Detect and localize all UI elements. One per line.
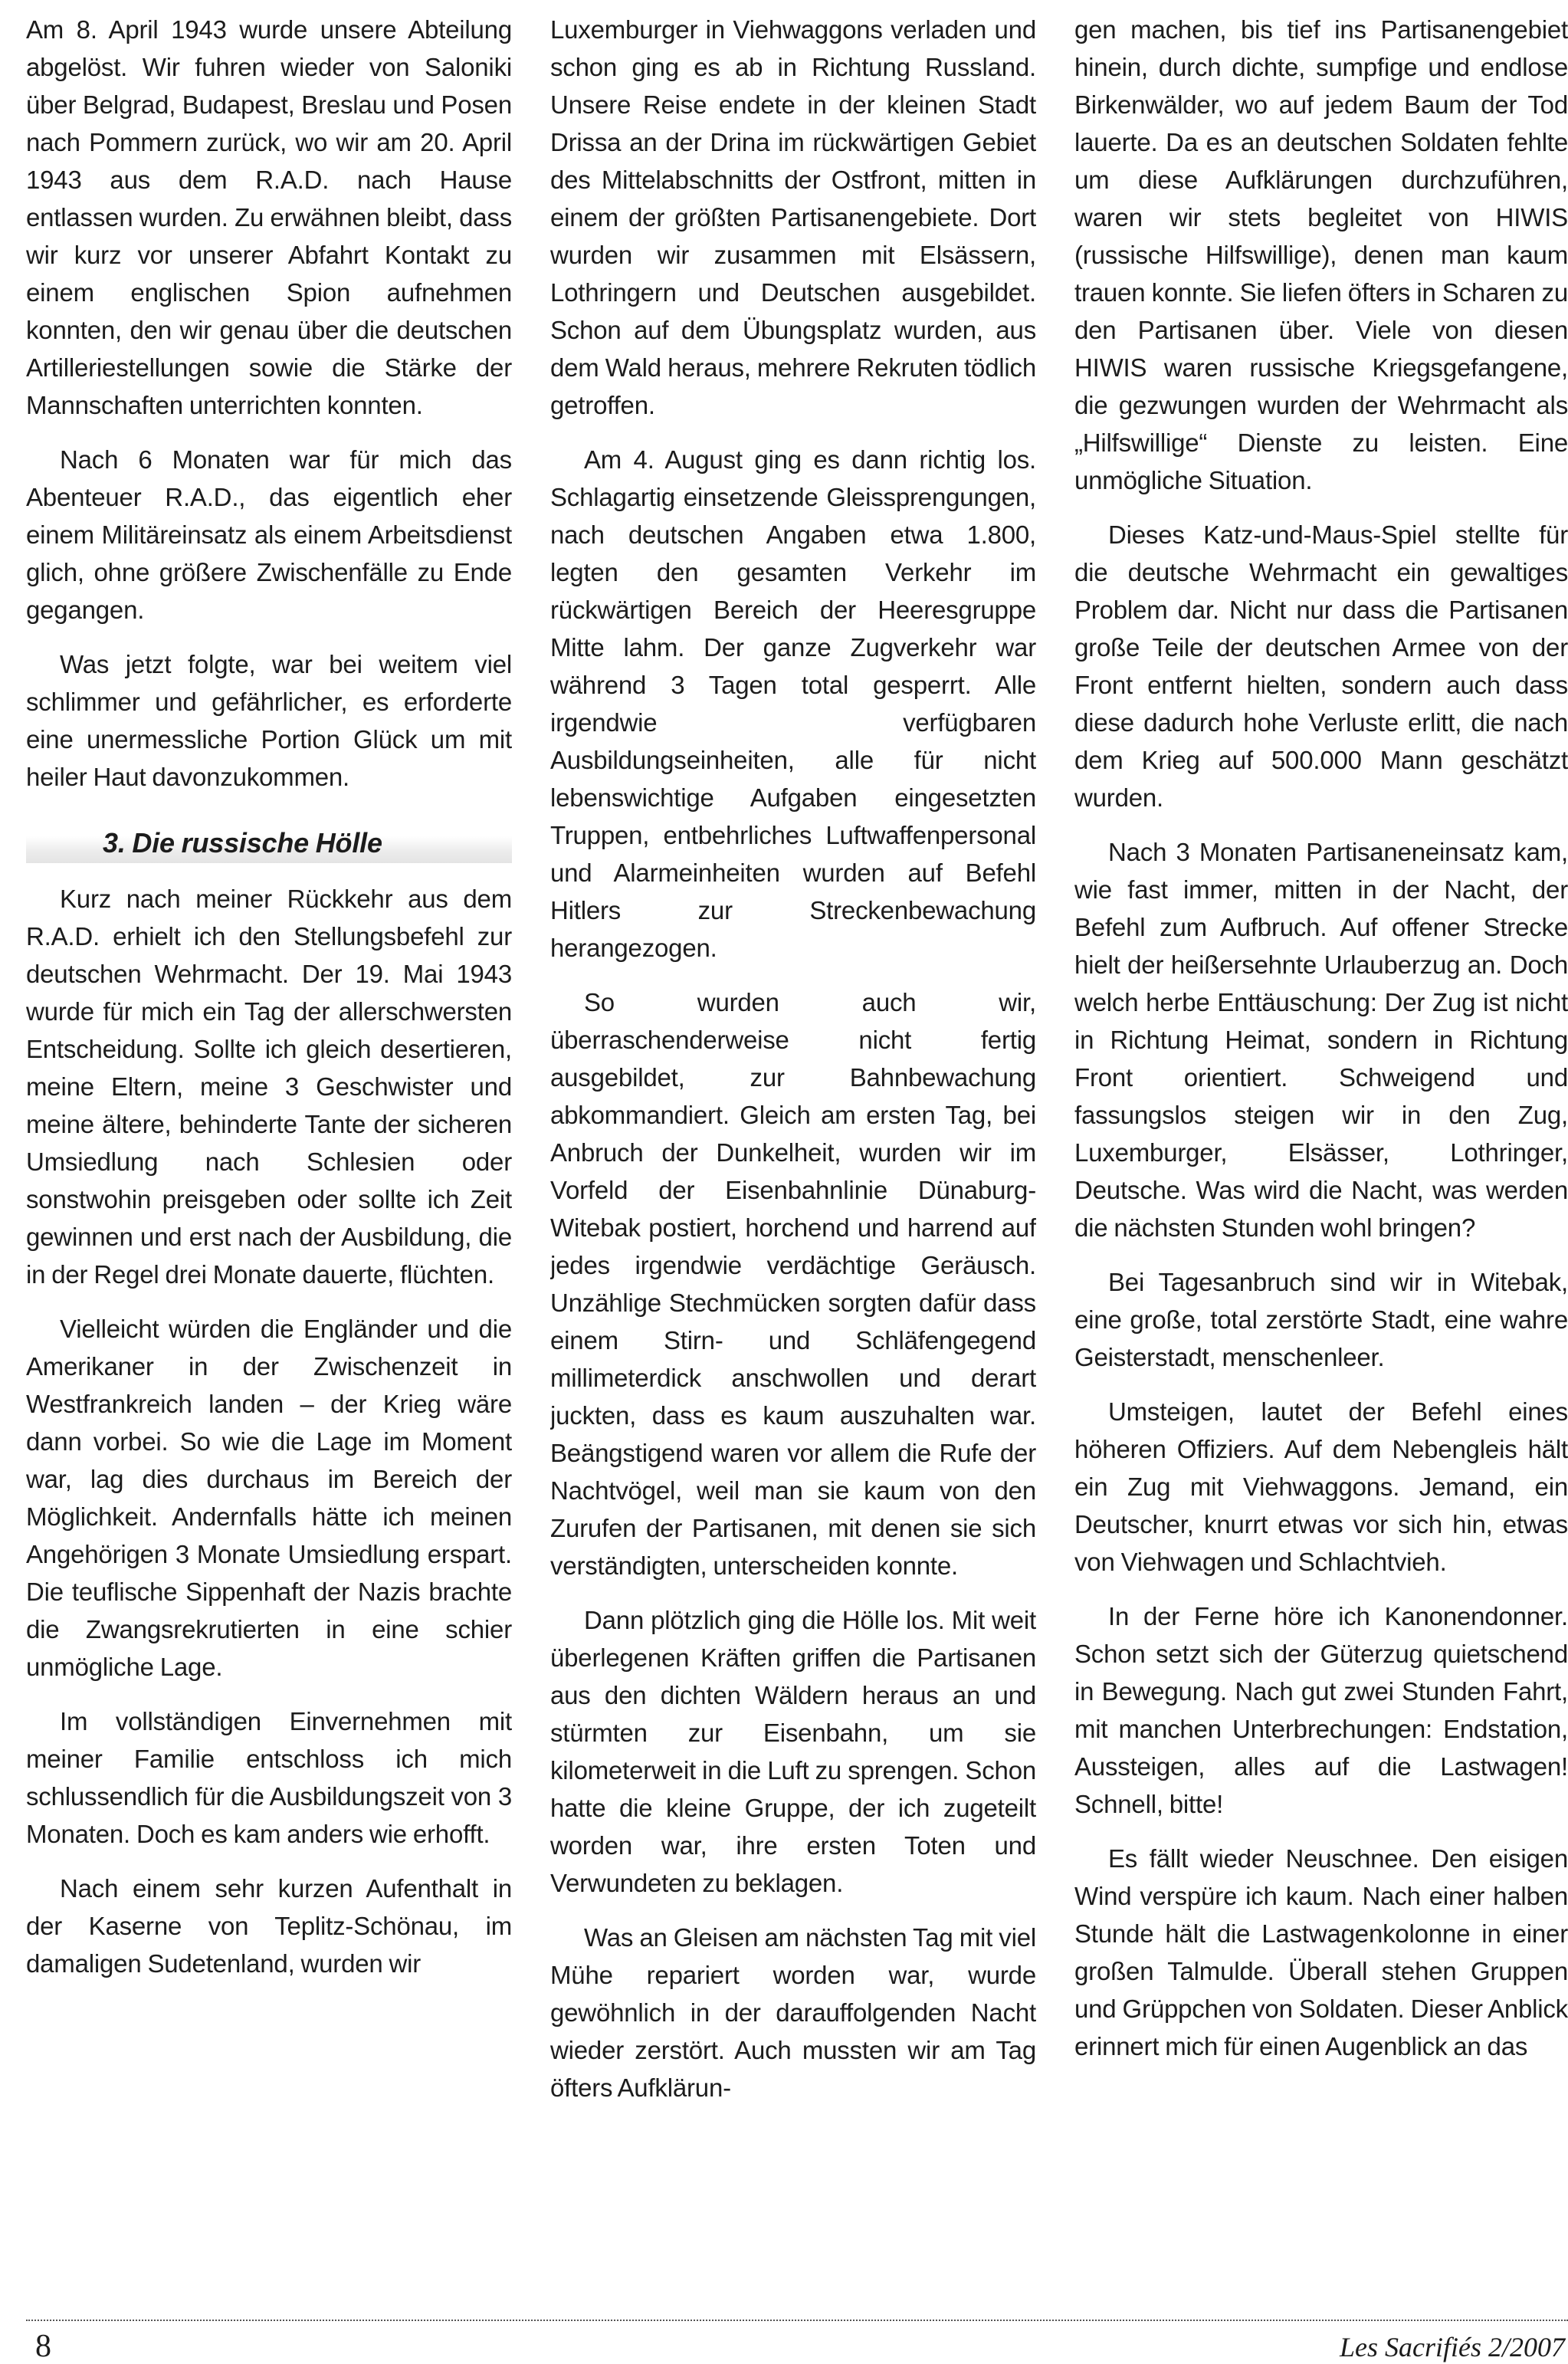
- paragraph: Dann plötzlich ging die Hölle los. Mit weit überlegenen Kräften griffen die Partisanen aus den dichten Wäldern heraus an und stürmten zur Eisenbahn, um sie kilometerweit in die Luft zu sprengen. Schon hatte die kleine Gruppe, der ich zugeteilt worden war, ihre ersten Toten und Verwundeten zu beklagen.: [550, 1606, 1036, 1897]
- paragraph: Bei Tagesanbruch sind wir in Witebak, eine große, total zerstörte Stadt, eine wahre Geisterstadt, menschenleer.: [1074, 1268, 1568, 1371]
- paragraph: Nach 3 Monaten Partisaneneinsatz kam, wie fast immer, mitten in der Nacht, der Befehl zum Aufbruch. Auf offener Strecke hielt der heißersehnte Urlauberzug an. Doch welch herbe Enttäuschung: Der Zug ist nicht in Richtung Heimat, sondern in Richtung Front orientiert. Schweigend und fassungslos steigen wir in den Zug, Luxemburger, Elsässer, Lothringer, Deutsche. Was wird die Nacht, was werden die nächsten Stunden wohl bringen?: [1074, 838, 1568, 1242]
- paragraph: Am 8. April 1943 wurde unsere Abteilung abgelöst. Wir fuhren wieder von Saloniki über Belgrad, Budapest, Breslau und Posen nach Pommern zurück, wo wir am 20. April 1943 aus dem R.A.D. nach Hause entlassen wurden. Zu erwähnen bleibt, dass wir kurz vor unserer Abfahrt Kontakt zu einem englischen Spion aufnehmen konnten, den wir genau über die deutschen Artilleriestellungen sowie die Stärke der Mannschaften unterrichten konnten.: [26, 15, 512, 419]
- paragraph: In der Ferne höre ich Kanonendonner. Schon setzt sich der Güterzug quietschend in Bewegung. Nach gut zwei Stunden Fahrt, mit manchen Unterbrechungen: Endstation, Aussteigen, alles auf die Lastwagen! Schnell, bitte!: [1074, 1602, 1568, 1818]
- section-heading: 3. Die russische Hölle: [26, 825, 512, 863]
- article-column-2: [550, 11, 1036, 2295]
- paragraph: Was an Gleisen am nächsten Tag mit viel Mühe repariert worden war, wurde gewöhnlich in der darauffolgenden Nacht wieder zerstört. Auch mussten wir am Tag öfters Aufklärun-: [550, 1923, 1036, 2102]
- paragraph: Im vollständigen Einvernehmen mit meiner Familie entschloss ich mich schlussendlich für die Ausbildungszeit von 3 Monaten. Doch es kam anders wie erhofft.: [26, 1707, 512, 1848]
- paragraph: Dieses Katz-und-Maus-Spiel stellte für die deutsche Wehrmacht ein gewaltiges Problem dar. Nicht nur dass die Partisanen große Teile der deutschen Armee von der Front entfernt hielten, sondern auch dass diese dadurch hohe Verluste erlitt, die nach dem Krieg auf 500.000 Mann geschätzt wurden.: [1074, 520, 1568, 812]
- paragraph: Was jetzt folgte, war bei weitem viel schlimmer und gefährlicher, es erforderte eine unermessliche Portion Glück um mit heiler Haut davonzukommen.: [26, 650, 512, 791]
- paragraph: Am 4. August ging es dann richtig los. Schlagartig einsetzende Gleissprengungen, nach deutschen Angaben etwa 1.800, legten den gesamten Verkehr im rückwärtigen Bereich der Heeresgruppe Mitte lahm. Der ganze Zugverkehr war während 3 Tagen total gesperrt. Alle irgendwie verfügbaren Ausbildungseinheiten, alle für nicht lebenswichtige Aufgaben eingesetzten Truppen, entbehrliches Luftwaffenpersonal und Alarmeinheiten wurden auf Befehl Hitlers zur Streckenbewachung herangezogen.: [550, 445, 1036, 962]
- paragraph: Luxemburger in Viehwaggons verladen und schon ging es ab in Richtung Russland. Unsere Reise endete in der kleinen Stadt Drissa an der Drina im rückwärtigen Gebiet des Mittelabschnitts der Ostfront, mitten in einem der größten Partisanengebiete. Dort wurden wir zusammen mit Elsässern, Lothringern und Deutschen ausgebildet. Schon auf dem Übungsplatz wurden, aus dem Wald heraus, mehrere Rekruten tödlich getroffen.: [550, 15, 1036, 419]
- article-column-1: [26, 11, 512, 2295]
- paragraph: Vielleicht würden die Engländer und die Amerikaner in der Zwischenzeit in Westfrankreich landen – der Krieg wäre dann vorbei. So wie die Lage im Moment war, lag dies durchaus im Bereich der Möglichkeit. Andernfalls hätte ich meinen Angehörigen 3 Monate Umsiedlung erspart. Die teuflische Sippenhaft der Nazis brachte die Zwangsrekrutierten in eine schier unmögliche Lage.: [26, 1315, 512, 1681]
- article-column-3: [1074, 11, 1568, 2295]
- paragraph: gen machen, bis tief ins Partisanengebiet hinein, durch dichte, sumpfige und endlose Birkenwälder, wo auf jedem Baum der Tod lauerte. Da es an deutschen Soldaten fehlte um diese Aufklärungen durchzuführen, waren wir stets begleitet von HIWIS (russische Hilfswillige), denen man kaum trauen konnte. Sie liefen öfters in Scharen zu den Partisanen über. Viele von diesen HIWIS waren russische Kriegsgefangene, die gezwungen wurden der Wehrmacht als „Hilfswillige“ Dienste zu leisten. Eine unmögliche Situation.: [1074, 15, 1568, 494]
- paragraph: Umsteigen, lautet der Befehl eines höheren Offiziers. Auf dem Nebengleis hält ein Zug mit Viehwaggons. Jemand, ein Deutscher, knurrt etwas vor sich hin, etwas von Viehwagen und Schlachtvieh.: [1074, 1397, 1568, 1576]
- paragraph: Nach einem sehr kurzen Aufenthalt in der Kaserne von Teplitz-Schönau, im damaligen Sudetenland, wurden wir: [26, 1874, 512, 1978]
- publication-title: Les Sacrifiés 2/2007: [1340, 2332, 1565, 2362]
- paragraph: Nach 6 Monaten war für mich das Abenteuer R.A.D., das eigentlich eher einem Militäreinsatz als einem Arbeitsdienst glich, ohne größere Zwischenfälle zu Ende gegangen.: [26, 445, 512, 624]
- paragraph: So wurden auch wir, überraschenderweise nicht fertig ausgebildet, zur Bahnbewachung abkommandiert. Gleich am ersten Tag, bei Anbruch der Dunkelheit, wurden wir im Vorfeld der Eisenbahnlinie Dünaburg-Witebak postiert, horchend und harrend auf jedes irgendwie verdächtige Geräusch. Unzählige Stechmücken sorgten dafür dass einem Stirn- und Schläfengegend millimeterdick anschwollen und derart juckten, dass es kaum auszuhalten war. Beängstigend waren vor allem die Rufe der Nachtvögel, weil man sie kaum von den Zurufen der Partisanen, mit denen sie sich verständigten, unterscheiden konnte.: [550, 988, 1036, 1580]
- paragraph: Kurz nach meiner Rückkehr aus dem R.A.D. erhielt ich den Stellungsbefehl zur deutschen Wehrmacht. Der 19. Mai 1943 wurde für mich ein Tag der allerschwersten Entscheidung. Sollte ich gleich desertieren, meine Eltern, meine 3 Geschwister und meine ältere, behinderte Tante der sicheren Umsiedlung nach Schlesien oder sonstwohin preisgeben oder sollte ich Zeit gewinnen und erst nach der Ausbildung, die in der Regel drei Monate dauerte, flüchten.: [26, 885, 512, 1289]
- footer-divider: [26, 2320, 1568, 2321]
- page-number: 8: [35, 2329, 51, 2364]
- paragraph: Es fällt wieder Neuschnee. Den eisigen Wind verspüre ich kaum. Nach einer halben Stunde hält die Lastwagenkolonne in einer großen Talmulde. Überall stehen Gruppen und Grüppchen von Soldaten. Dieser Anblick erinnert mich für einen Augenblick an das: [1074, 1844, 1568, 2060]
